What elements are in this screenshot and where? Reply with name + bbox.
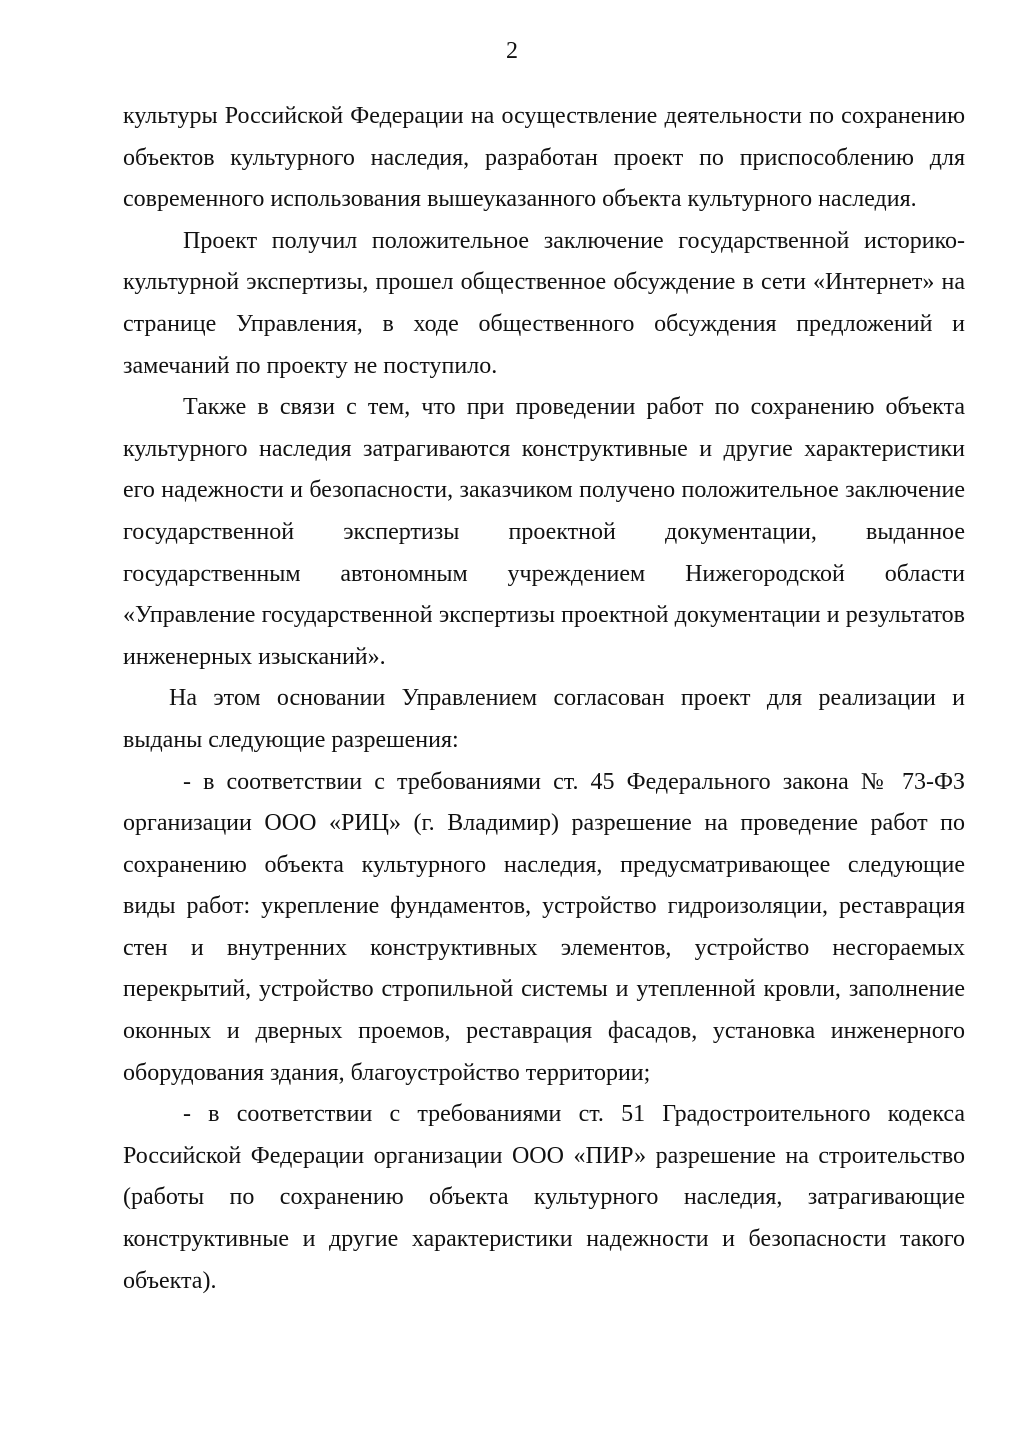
list-item-construction-permit: - в соответствии с требованиями ст. 51 Градостроительного кодекса Российской Федерации организации ООО «ПИР» разрешение на строительство (работы по сохранению объекта культурного наследия, затрагивающие конструктивные и другие характеристики надежности и безопасности такого объекта). xyxy=(123,1101,965,1294)
paragraph-continuation: культуры Российской Федерации на осуществление деятельности по сохранению объектов культурного наследия, разработан проект по приспособлению для современного использования вышеуказанного объекта культурного наследия. xyxy=(123,103,965,213)
paragraph-approval-basis: На этом основании Управлением согласован проект для реализации и выданы следующие разрешения: xyxy=(123,685,965,753)
page-number: 2 xyxy=(506,38,518,64)
document-body xyxy=(123,96,965,1302)
paragraph-design-expertise: Также в связи с тем, что при проведении работ по сохранению объекта культурного наследия затрагиваются конструктивные и другие характеристики его надежности и безопасности, заказчиком получено положительное заключение государственной экспертизы проектной документации, выданное государственным автономным учреждением Нижегородской области «Управление государственной экспертизы проектной документации и результатов инженерных изысканий». xyxy=(123,394,965,670)
list-item-conservation-permit: - в соответствии с требованиями ст. 45 Федерального закона № 73-ФЗ организации ООО «РИЦ» (г. Владимир) разрешение на проведение работ по сохранению объекта культурного наследия, предусматривающее следующие виды работ: укрепление фундаментов, устройство гидроизоляции, реставрация стен и внутренних конструктивных элементов, устройство несгораемых перекрытий, устройство стропильной системы и утепленной кровли, заполнение оконных и дверных проемов, реставрация фасадов, установка инженерного оборудования здания, благоустройство территории; xyxy=(123,768,965,1086)
paragraph-expertise-result: Проект получил положительное заключение государственной историко-культурной экспертизы, прошел общественное обсуждение в сети «Интернет» на странице Управления, в ходе общественного обсуждения предложений и замечаний по проекту не поступило. xyxy=(123,227,965,379)
